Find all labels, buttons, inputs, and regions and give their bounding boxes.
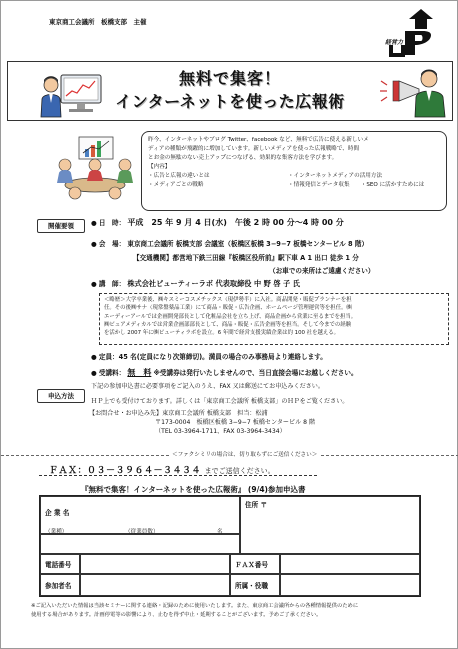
apply-line-1: 下記の参加申込書に必要事項をご記入のうえ、FAX 又は郵送にてお申込みください。: [91, 383, 324, 390]
title-line-2: インターネットを使った広報術: [115, 92, 345, 111]
intro-item: ・インターネットメディアの活用方法: [288, 173, 383, 179]
intro-items-row: [148, 181, 440, 190]
contact-info: [89, 409, 409, 449]
fax-number: ＦＡＸ：０３－３９６４－３４３４: [49, 466, 202, 476]
position-input[interactable]: [280, 574, 420, 596]
intro-items-row: [148, 172, 440, 181]
organizer-label: 東京商工会議所 板橋支部 主催: [49, 18, 147, 26]
date-value: 平成 25 年 9 月 4 日(水) 午後 2 時 00 分～4 時 00 分: [127, 218, 344, 227]
intro-contents-heading: 【内容】: [148, 164, 171, 170]
keieiryoku-up-logo: [385, 5, 441, 61]
fax-number-suffix: までご送信ください。: [204, 467, 275, 475]
address-field[interactable]: [240, 496, 420, 554]
capacity-text: 定員：45 名(定員になり次第締切)。満員の場合のみ事務局より連絡します。: [98, 353, 327, 361]
profile-line: ㈱ビュアメディカルでは営業企画部部長として、商品・販促・広告企画等を担当。そして今までの経験: [104, 321, 352, 328]
contact-line: 【お問合せ・お申込み先】東京商工会議所 板橋支部 担当：松浦: [89, 410, 268, 417]
fee-value: 無 料: [127, 368, 152, 377]
date-row: ● 日 時： 平成 25 年 9 月 4 日(水) 午後 2 時 00 分～4 時 00 分: [91, 218, 344, 227]
intro-line: とお金の無駄のない売上アップにつなげる、効果的な集客方法を学びます。: [148, 155, 338, 161]
form-title: 『無料で集客！インターネットを使った広報術』 (9/4)参加申込書: [81, 485, 306, 494]
address-label: 住所 〒: [245, 501, 268, 509]
fax-underline: [39, 475, 317, 476]
man-at-computer-illustration: [39, 71, 109, 119]
contact-line: （TEL 03-3964-1711、FAX 03-3964-3434）: [155, 428, 286, 436]
industry-label: （業種）: [45, 529, 68, 535]
profile-line: を活かし 2007 年に㈱ビューティラボを設立。6 年間で経営支援実績企業は約 100 社を越える。: [104, 330, 340, 337]
apply-line-2: ＨＰ上でも受付けております。詳しくは「東京商工会議所 板橋支部」のＨＰをご覧ください。: [91, 398, 349, 405]
venue-row: ● 会 場： 東京商工会議所 板橋支部 会議室（板橋区板橋 3−9−7 板橋センタービル 8 階）: [91, 240, 369, 248]
intro-item: ・メディアごとの戦略: [148, 182, 204, 188]
meeting-illustration: [51, 135, 139, 201]
footnote-line: ※ご記入いただいた情報は当該セミナーに関する連絡・記録のために使用いたします。また、東京商工会議所からの各種情報提供のために: [31, 603, 359, 609]
date-label: 日 時：: [98, 219, 126, 227]
intro-line: 昨今、インターネットやブログ Twitter、facebook など、無料で広告に使える新しいメ: [148, 137, 369, 143]
application-form: [39, 495, 421, 597]
company-name-field[interactable]: [40, 496, 240, 534]
phone-input[interactable]: [80, 554, 230, 574]
logo-text: 経営力: [385, 39, 404, 46]
lecturer-profile: [99, 293, 449, 345]
title-text-block: [108, 68, 352, 114]
cut-line-note: ＜ファクシミリの場合は、切り取らずにご送信ください＞: [169, 450, 320, 458]
footnote-line: 使用する場合があります。計画停電等の影響により、止むを得ず中止・延期することがございます。予めご了承ください。: [31, 611, 322, 618]
fax-input[interactable]: [280, 554, 420, 574]
fax-label: ＦＡＸ番号: [230, 554, 280, 574]
employees-label: （従業員数）: [125, 529, 159, 535]
fee-note: ※受講券は発行いたしませんので、当日直接会場にお越しください。: [153, 369, 358, 377]
venue-label: 会 場：: [98, 240, 126, 248]
lecturer-value: 株式会社ビューティーラボ 代表取締役 中 野 啓 子 氏: [127, 279, 300, 288]
access-note: （お車での来所はご遠慮ください）: [269, 267, 375, 275]
phone-label: 電話番号: [40, 554, 80, 574]
apply-tag: 申込方法: [37, 389, 85, 403]
position-label: 所属・役職: [230, 574, 280, 596]
company-name-label: 企 業 名: [45, 509, 70, 517]
man-with-megaphone-illustration: [379, 67, 451, 119]
intro-item: ・広告と広報の違いとは: [148, 173, 210, 179]
venue-value: 東京商工会議所 板橋支部 会議室（板橋区板橋 3−9−7 板橋センタービル 8 階）: [127, 240, 369, 248]
industry-field[interactable]: [40, 534, 240, 554]
profile-line: 任。その後㈱サナ（現常盤薬品工業）にて商品・販促・広告企画、ホームページ管理運営等を担任。㈱: [104, 305, 352, 312]
profile-line: ＜略歴＞大学卒業後、㈱キスミーコスメチックス（現伊勢半）に入社。商品開発・販促プランナーを担: [104, 297, 352, 303]
participant-input[interactable]: [80, 574, 230, 596]
privacy-footnote: [31, 602, 435, 619]
intro-item: ・情報発信とデータ収集 ・SEO に活かすためには: [288, 182, 425, 188]
participant-label: 参加者名: [40, 574, 80, 596]
outline-tag: 開催要領: [37, 219, 85, 233]
intro-line: ディアの種類が飛躍的に増加しています。新しいメディアを使った広報戦略で、時間: [148, 146, 360, 152]
profile-line: エーディーアールでは企画開発部長として化粧品会社を立ち上げ、商品企画から営業に至るまでを担当。: [104, 313, 357, 320]
lecturer-label: 講 師：: [98, 280, 126, 288]
employees-unit: 名: [217, 529, 223, 535]
lecturer-row: ● 講 師： 株式会社ビューティーラボ 代表取締役 中 野 啓 子 氏: [91, 279, 300, 288]
contact-line: 〒173-0004 板橋区板橋 3−9−7 板橋センタービル 8 階: [155, 419, 316, 427]
fee-row: ● 受講料： 無 料 ※受講券は発行いたしませんので、当日直接会場にお越しください。: [91, 368, 358, 377]
title-line-1: 無料で集客！: [178, 69, 281, 88]
access-info: 【交通機関】都営地下鉄三田線『板橋区役所前』駅下車 A 1 出口 徒歩 1 分: [133, 254, 359, 262]
intro-box: [141, 131, 447, 211]
fee-label: 受講料：: [98, 369, 126, 377]
capacity-row: ● 定員：45 名(定員になり次第締切)。満員の場合のみ事務局より連絡します。: [91, 353, 327, 361]
